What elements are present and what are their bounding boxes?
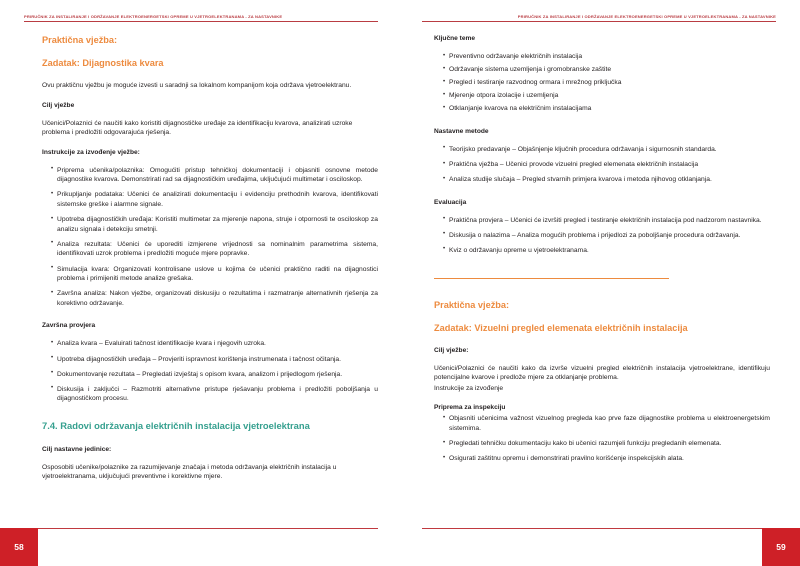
prep-list — [434, 414, 770, 463]
list-item: • Diskusija i zaključci – Razmotriti alternativne pristupe rješavanju problema i predložiti poboljšanja u dijagnostičkom procesu. — [51, 385, 378, 404]
list-item: • Diskusija o nalazima – Analiza mogućih problema i prijedlozi za poboljšanje procedura održavanja. — [443, 231, 770, 241]
page-59 — [400, 0, 800, 566]
list-item: • Osigurati zaštitnu opremu i demonstrirati pravilno korišćenje inspekcijskih alata. — [443, 454, 770, 464]
list-item: • Upotreba dijagnostičkih uređaja: Koristiti multimetar za mjerenje napona, struje i otpornosti te osciloskop za analizu signala i detekciju smetnji. — [51, 215, 378, 234]
goal-text: Učenici/Polaznici će naučiti kako koristiti dijagnostičke uređaje za identifikaciju kvarova, analizirati uzroke problema i predložiti odgovarajuća rješenja. — [42, 119, 353, 137]
right-page-content — [434, 34, 770, 520]
page-header-left — [24, 14, 378, 28]
list-item: • Praktična vježba – Učenici provode vizuelni pregled elemenata električnih instalacija — [443, 160, 770, 170]
left-page-content — [42, 34, 378, 520]
header-title: PRIRUČNIK ZA INSTALIRANJE I ODRŽAVANJE ELEKTROENERGETSKI OPREME U VJETROELEKTRANAMA - ZA NASTAVNIKE — [24, 14, 283, 19]
instructions-line: Instrukcije za izvođenje — [434, 384, 504, 392]
header-title: PRIRUČNIK ZA INSTALIRANJE I ODRŽAVANJE ELEKTROENERGETSKI OPREME U VJETROELEKTRANAMA - ZA NASTAVNIKE — [517, 14, 776, 19]
list-item: • Kviz o održavanju opreme u vjetroelektranama. — [443, 246, 770, 256]
section-heading-7-4: 7.4. Radovi održavanja električnih instalacija vjetroelektrana — [42, 419, 310, 431]
unit-goal-text: Osposobiti učenike/polaznike za razumijevanje značaja i metoda održavanja električnih instalacija u vjetroelektranama, uključujući preventivne i korektivne mjere. — [42, 463, 337, 481]
prep-heading: Priprema za inspekciju — [434, 404, 506, 412]
list-item: • Pregledati tehničku dokumentaciju kako bi učenici razumjeli funkciju pregledanih elemenata. — [443, 439, 770, 449]
list-item: • Analiza rezultata: Učenici će uporediti izmjerene vrijednosti sa nominalnim parametrima sistema, identifikovati uzrok problema i predložiti moguće mjere popravke. — [51, 240, 378, 259]
key-topics-list — [434, 52, 770, 114]
header-rule — [422, 21, 776, 22]
list-item: • Preventivno održavanje električnih instalacija — [443, 52, 770, 62]
practical-exercise-label: Praktična vježba: — [42, 35, 118, 45]
list-item: • Analiza studije slučaja – Pregled stvarnih primjera kvarova i metoda njihovog otklanjanja. — [443, 175, 770, 185]
list-item: • Priprema učenika/polaznika: Omogućiti pristup tehničkoj dokumentaciji i objasniti osnovne metode dijagnostike kvarova. Demonstrirati rad sa dijagnostičkim uređajima, uključujući multimetar i osciloskop. — [51, 166, 378, 185]
goal-text: Učenici/Polaznici će naučiti kako da izvrše vizuelni pregled električnih instalacija vjetroelektrane, identifikuju potencijalne kvarove i predlože mjere za otklanjanje problema. — [434, 364, 770, 382]
list-item: • Praktična provjera – Učenici će izvršiti pregled i testiranje električnih instalacija pod nadzorom nastavnika. — [443, 216, 770, 226]
page-number-badge: 58 — [0, 528, 38, 566]
key-topics-heading: Ključne teme — [434, 35, 476, 42]
list-item: • Simulacija kvara: Organizovati kontrolisane uslove u kojima će učenici praktično raditi na dijagnostici problema i primijeniti metode analize grešaka. — [51, 265, 378, 284]
page-header-right — [422, 14, 776, 28]
list-item: • Prikupljanje podataka: Učenici će analizirati dokumentaciju i evidenciju prethodnih kvarova, identifikovati sistemske greške i alarmne signale. — [51, 190, 378, 209]
goal-heading: Cilj vježbe — [42, 101, 75, 109]
page-footer-left — [0, 520, 400, 566]
header-rule — [24, 21, 378, 22]
methods-list — [434, 145, 770, 185]
practical-exercise-label: Praktična vježba: — [434, 299, 510, 310]
final-check-heading: Završna provjera — [42, 322, 96, 330]
footer-rule — [24, 528, 378, 529]
list-item: • Održavanje sistema uzemljenja i gromobranske zaštite — [443, 65, 770, 75]
page-number-badge: 59 — [762, 528, 800, 566]
task-title: Zadatak: Dijagnostika kvara — [42, 58, 164, 68]
instructions-heading: Instrukcije za izvođenje vježbe: — [42, 148, 140, 156]
list-item: • Objasniti učenicima važnost vizuelnog pregleda kao prve faze dijagnostike problema u elektroenergetskim sistemima. — [443, 414, 770, 433]
intro-paragraph: Ovu praktičnu vježbu je moguće izvesti u saradnji sa lokalnom kompanijom koja održava vjetroelektranu. — [42, 82, 352, 89]
footer-rule — [422, 528, 776, 529]
list-item: • Upotreba dijagnostičkih uređaja – Provjeriti ispravnost korištenja instrumenata i tačnost očitanja. — [51, 355, 378, 365]
task-title: Zadatak: Vizuelni pregled elemenata električnih instalacija — [434, 322, 688, 333]
evaluation-list — [434, 216, 770, 256]
section-divider — [434, 278, 669, 279]
list-item: • Pregled i testiranje razvodnog ormara i mrežnog priključka — [443, 78, 770, 88]
list-item: • Dokumentovanje rezultata – Pregledati izvještaj s opisom kvara, analizom i prijedlogom rješenja. — [51, 370, 378, 380]
list-item: • Teorijsko predavanje – Objašnjenje ključnih procedura održavanja i sigurnosnih standarda. — [443, 145, 770, 155]
instructions-list — [42, 166, 378, 309]
list-item: • Mjerenje otpora izolacije i uzemljenja — [443, 91, 770, 101]
goal-heading: Cilj vježbe: — [434, 346, 469, 354]
methods-heading: Nastavne metode — [434, 127, 489, 135]
list-item: • Otklanjanje kvarova na električnim instalacijama — [443, 104, 770, 114]
list-item: • Analiza kvara – Evaluirati tačnost identifikacije kvara i njegovih uzroka. — [51, 339, 378, 349]
list-item: • Završna analiza: Nakon vježbe, organizovati diskusiju o rezultatima i razmatranje alternativnih rješenja za korektivno održavanje. — [51, 289, 378, 308]
final-check-list — [42, 339, 378, 403]
unit-goal-heading: Cilj nastavne jedinice: — [42, 445, 112, 453]
evaluation-heading: Evaluacija — [434, 198, 467, 206]
page-footer-right — [400, 520, 800, 566]
